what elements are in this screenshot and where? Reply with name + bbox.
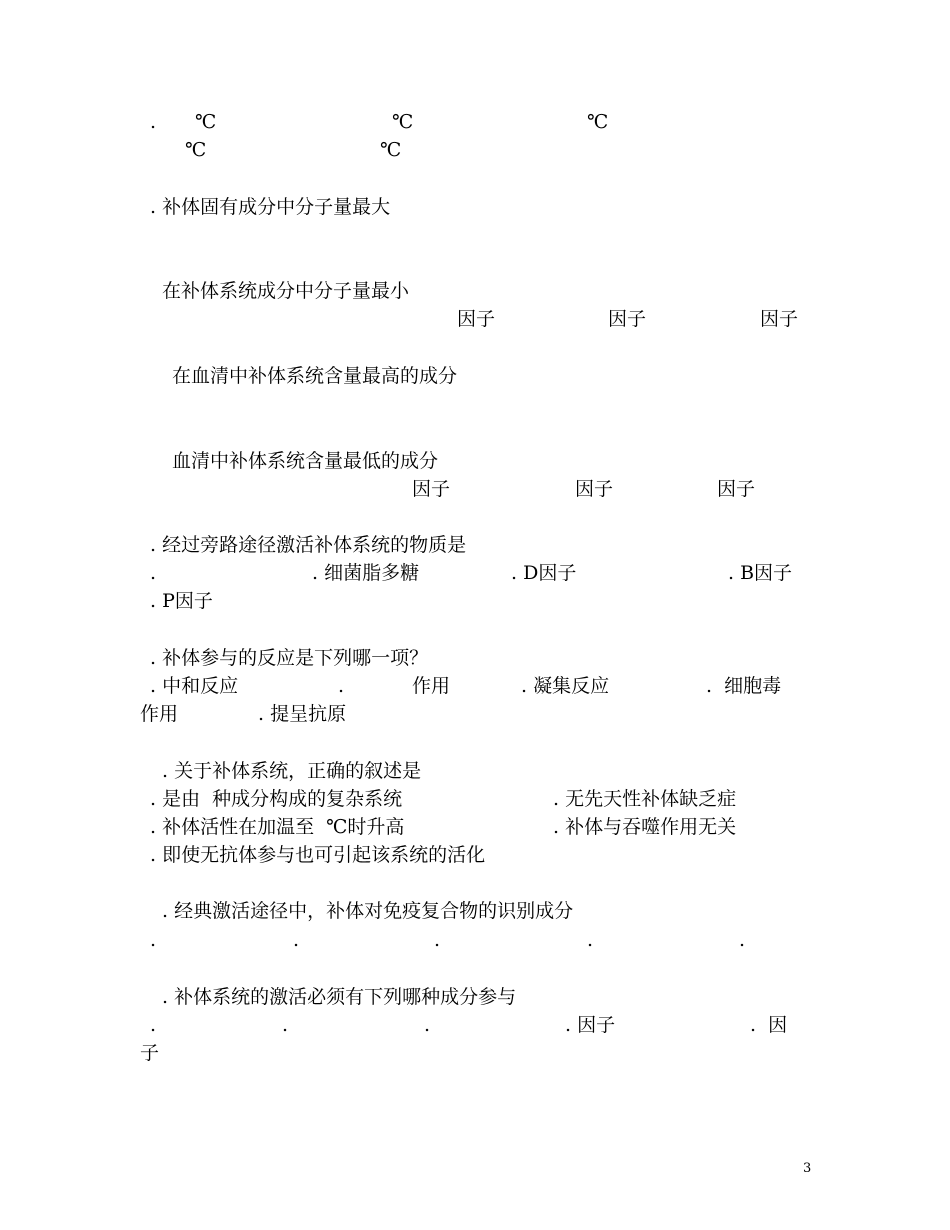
text-line: ℃ — [587, 111, 609, 133]
question-text: . 经过旁路途径激活补体系统的物质是 — [150, 534, 467, 556]
option-text: . P因子 — [150, 590, 213, 612]
option-text: . 即使无抗体参与也可引起该系统的活化 — [150, 844, 486, 866]
option-text: . — [293, 929, 300, 951]
question-text: . 补体系统的激活必须有下列哪种成分参与 — [162, 986, 517, 1008]
option-text: 因子 — [608, 308, 647, 330]
option-text: 因子 — [412, 478, 451, 500]
text-line: ℃ — [185, 139, 207, 161]
option-text: 因子 — [575, 478, 614, 500]
option-text: . — [739, 929, 746, 951]
option-text: 作用 — [140, 703, 179, 725]
option-text: 因子 — [717, 478, 756, 500]
option-text: . D因子 — [511, 562, 577, 584]
question-text: 在补体系统成分中分子量最小 — [162, 280, 410, 302]
option-text: 因子 — [457, 308, 496, 330]
question-text: . 经典激活途径中，补体对免疫复合物的识别成分 — [162, 900, 574, 922]
question-text: . 补体参与的反应是下列哪一项？ — [150, 647, 429, 669]
option-text: . 凝集反应 — [521, 675, 610, 697]
question-text: . 补体固有成分中分子量最大 — [150, 196, 391, 218]
option-text: . — [424, 1014, 431, 1036]
option-text: . — [338, 675, 345, 697]
question-text: 在血清中补体系统含量最高的成分 — [172, 365, 458, 387]
question-text: . 关于补体系统，正确的叙述是 — [162, 760, 422, 782]
option-text: . 因子 — [565, 1014, 616, 1036]
option-text: . 因 — [750, 1014, 788, 1036]
option-text: . — [150, 929, 157, 951]
option-text: . 提呈抗原 — [258, 703, 347, 725]
option-text: . — [587, 929, 594, 951]
text-line: ℃ — [380, 139, 402, 161]
option-text: . 细胞毒 — [706, 675, 782, 697]
option-text: . 补体活性在加温至 ℃时升高 — [150, 816, 405, 838]
option-text: 子 — [140, 1042, 160, 1064]
option-text: . — [150, 562, 157, 584]
option-text: . — [150, 1014, 157, 1036]
question-text: 血清中补体系统含量最低的成分 — [172, 450, 439, 472]
option-text: . B因子 — [728, 562, 793, 584]
option-text: . — [282, 1014, 289, 1036]
option-text: . 无先天性补体缺乏症 — [553, 788, 737, 810]
text-line: . — [150, 111, 157, 133]
option-text: 因子 — [760, 308, 799, 330]
option-text: . 细菌脂多糖 — [312, 562, 420, 584]
text-line: ℃ — [195, 111, 217, 133]
option-text: . 是由 种成分构成的复杂系统 — [150, 788, 403, 810]
page-number: 3 — [803, 1161, 812, 1176]
option-text: . 补体与吞噬作用无关 — [553, 816, 737, 838]
option-text: 作用 — [412, 675, 451, 697]
option-text: . 中和反应 — [150, 675, 239, 697]
option-text: . — [434, 929, 441, 951]
text-line: ℃ — [392, 111, 414, 133]
